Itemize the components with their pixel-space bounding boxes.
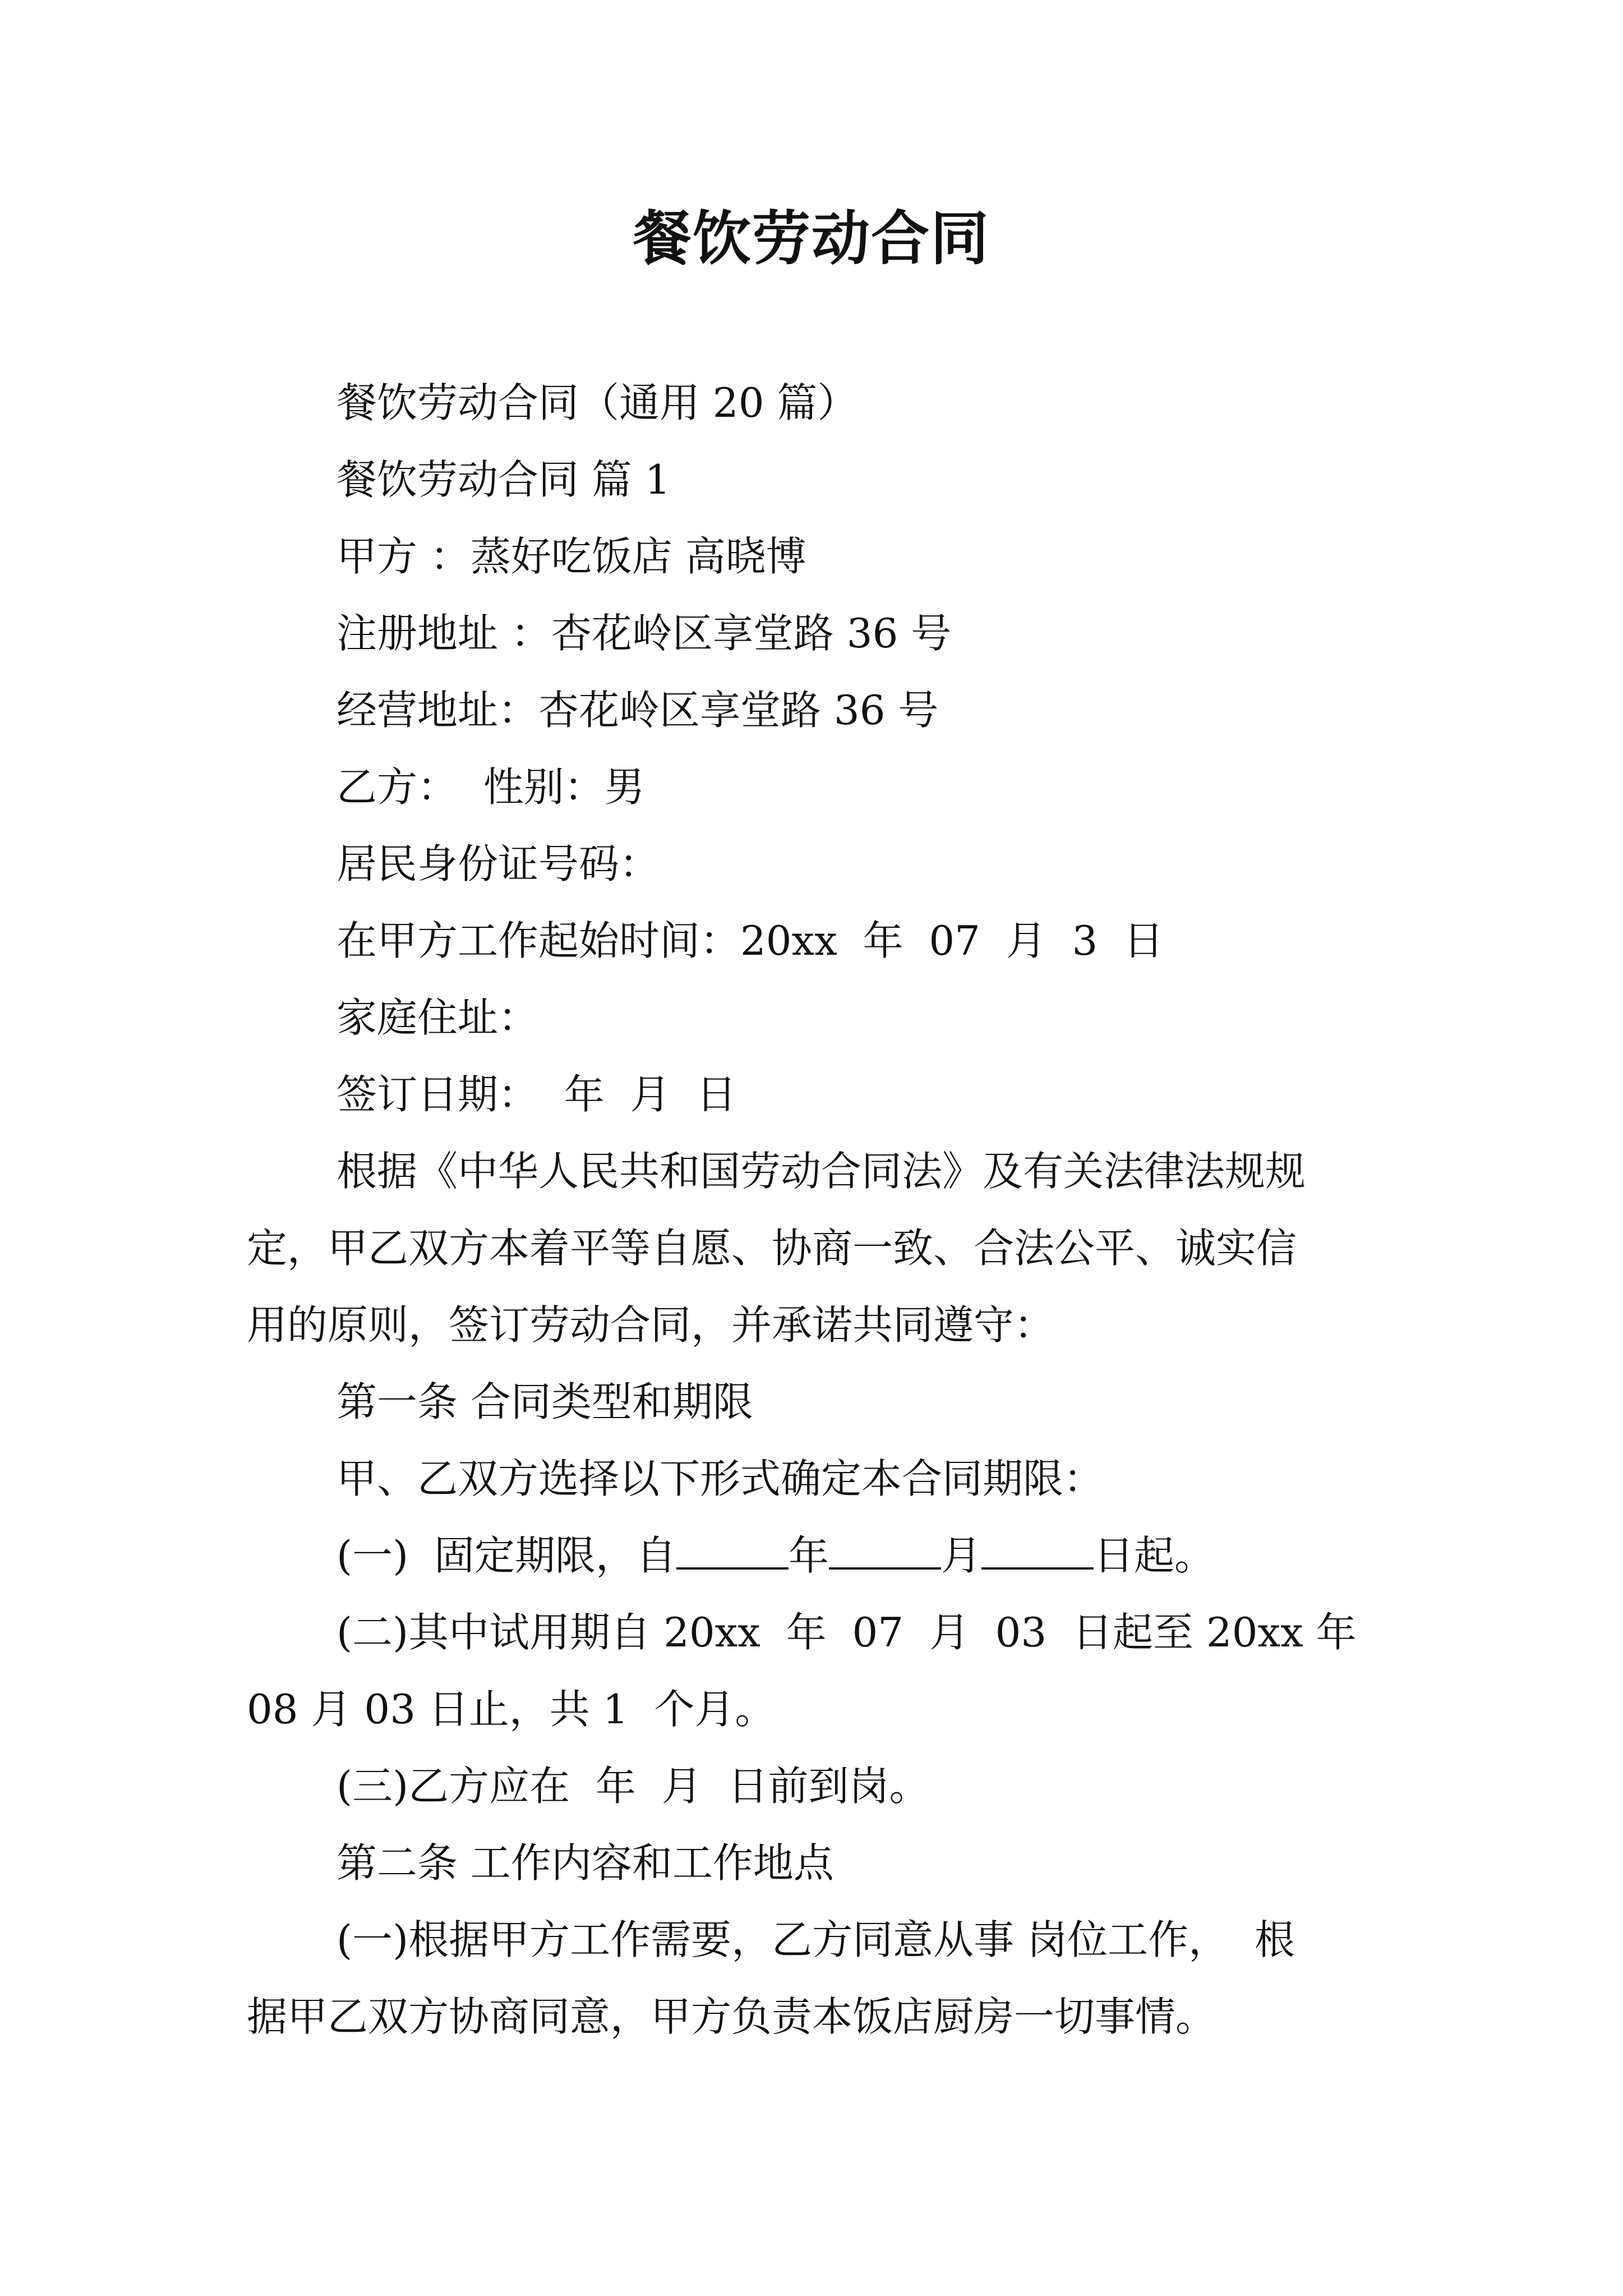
report-date-line: (三)乙方应在 年 月 日前到岗。 — [336, 1763, 930, 1810]
home-address-line: 家庭住址： — [336, 994, 539, 1041]
probation-line: (二)其中试用期自 20xx 年 07 月 03 日起至 20xx 年 — [336, 1609, 1357, 1656]
probation-line-cont: 08 月 03 日止，共 1 个月。 — [247, 1686, 776, 1733]
party-b-line: 乙方： 性别：男 — [336, 763, 645, 811]
subtitle-line: 餐饮劳动合同（通用 20 篇） — [336, 379, 858, 426]
month-label: 月 — [940, 1532, 981, 1579]
fixed-term-prefix: (一) 固定期限，自 — [336, 1532, 676, 1579]
paragraph-line: 根据《中华人民共和国劳动合同法》及有关法律法规规 — [336, 1148, 1306, 1195]
start-date-line: 在甲方工作起始时间：20xx 年 07 月 3 日 — [336, 917, 1164, 964]
signing-date-line: 签订日期： 年 月 日 — [336, 1071, 737, 1118]
id-number-line: 居民身份证号码： — [336, 840, 660, 887]
paragraph-line: 定，甲乙双方本着平等自愿、协商一致、合法公平、诚实信 — [247, 1225, 1297, 1272]
section-heading: 餐饮劳动合同 篇 1 — [336, 456, 671, 503]
paragraph-line: 甲、乙双方选择以下形式确定本合同期限： — [336, 1455, 1104, 1502]
year-label: 年 — [788, 1532, 829, 1579]
paragraph-line: (一)根据甲方工作需要，乙方同意从事 岗位工作， 根 — [336, 1916, 1295, 1963]
paragraph-line: 据甲乙双方协商同意，甲方负责本饭店厨房一切事情。 — [247, 1993, 1216, 2040]
paragraph-line: 用的原则，签订劳动合同，并承诺共同遵守： — [247, 1301, 1055, 1349]
article-heading: 第二条 工作内容和工作地点 — [336, 1839, 834, 1887]
day-label: 日起。 — [1094, 1532, 1215, 1579]
day-blank — [981, 1534, 1094, 1570]
party-a-line: 甲方 ：蒸好吃饭店 高晓博 — [336, 533, 806, 580]
year-blank — [676, 1534, 789, 1570]
registered-address-line: 注册地址 ：杏花岭区享堂路 36 号 — [336, 610, 952, 657]
fixed-term-line — [336, 1527, 1215, 1584]
business-address-line: 经营地址：杏花岭区享堂路 36 号 — [336, 687, 939, 734]
document-title: 餐饮劳动合同 — [633, 204, 990, 273]
article-heading: 第一条 合同类型和期限 — [336, 1378, 753, 1425]
month-blank — [829, 1534, 941, 1570]
